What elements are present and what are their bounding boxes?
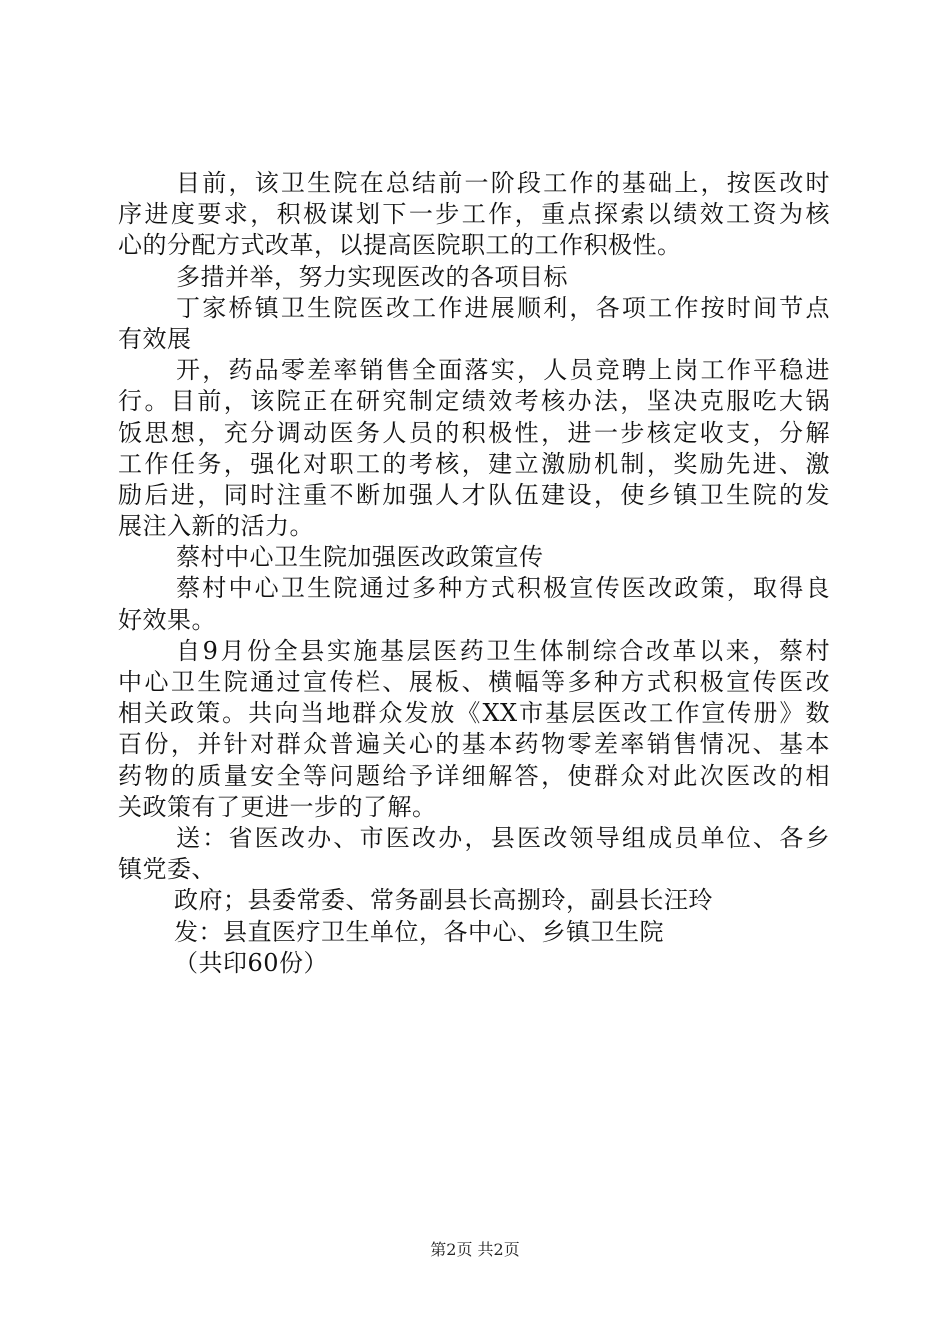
paragraph-line: 丁家桥镇卫生院医改工作进展顺利，各项工作按时间节点 — [176, 293, 830, 322]
paragraph-line: 励后进，同时注重不断加强人才队伍建设，使乡镇卫生院的发 — [118, 480, 830, 509]
paragraph-line: 行。目前，该院正在研究制定绩效考核办法，坚决克服吃大锅 — [118, 387, 830, 416]
paragraph-line: 展注入新的活力。 — [118, 512, 314, 541]
paragraph-line: 心的分配方式改革，以提高医院职工的工作积极性。 — [118, 231, 682, 260]
distribution-line: 镇党委、 — [118, 855, 216, 884]
paragraph-line: 好效果。 — [118, 605, 216, 634]
paragraph-line: 工作任务，强化对职工的考核，建立激励机制，奖励先进、激 — [118, 449, 830, 478]
page-number: 第2页 共2页 — [430, 1240, 520, 1259]
paragraph-line: 自9月份全县实施基层医药卫生体制综合改革以来，蔡村 — [176, 636, 830, 665]
paragraph-line: 中心卫生院通过宣传栏、展板、横幅等多种方式积极宣传医改 — [118, 668, 830, 696]
distribution-line: 政府；县委常委、常务副县长高捌玲，副县长汪玲 — [174, 886, 713, 915]
paragraph-line: 目前，该卫生院在总结前一阶段工作的基础上，按医改时 — [176, 169, 830, 197]
distribution-line: 送：省医改办、市医改办，县医改领导组成员单位、各乡 — [176, 823, 830, 852]
paragraph-line: 关政策有了更进一步的了解。 — [118, 792, 437, 821]
paragraph-line: 开，药品零差率销售全面落实，人员竞聘上岗工作平稳进 — [176, 356, 830, 385]
page-footer — [0, 1240, 950, 1260]
paragraph-line: 饭思想，充分调动医务人员的积极性，进一步核定收支，分解 — [118, 418, 830, 447]
paragraph-line: 百份，并针对群众普遍关心的基本药物零差率销售情况、基本 — [118, 730, 830, 759]
paragraph-line: 有效展 — [118, 324, 192, 353]
paragraph-line: 蔡村中心卫生院通过多种方式积极宣传医改政策，取得良 — [176, 574, 830, 603]
distribution-line: 发：县直医疗卫生单位，各中心、乡镇卫生院 — [174, 917, 664, 946]
print-count-line: （共印60份） — [174, 948, 329, 977]
section-heading: 多措并举，努力实现医改的各项目标 — [176, 262, 568, 291]
paragraph-line: 药物的质量安全等问题给予详细解答，使群众对此次医改的相 — [118, 761, 830, 790]
paragraph-line: 相关政策。共向当地群众发放《XX市基层医改工作宣传册》数 — [118, 699, 830, 728]
paragraph-line: 序进度要求，积极谋划下一步工作，重点探索以绩效工资为核 — [118, 200, 830, 229]
section-heading: 蔡村中心卫生院加强医改政策宣传 — [176, 543, 544, 572]
document-body — [118, 168, 830, 979]
